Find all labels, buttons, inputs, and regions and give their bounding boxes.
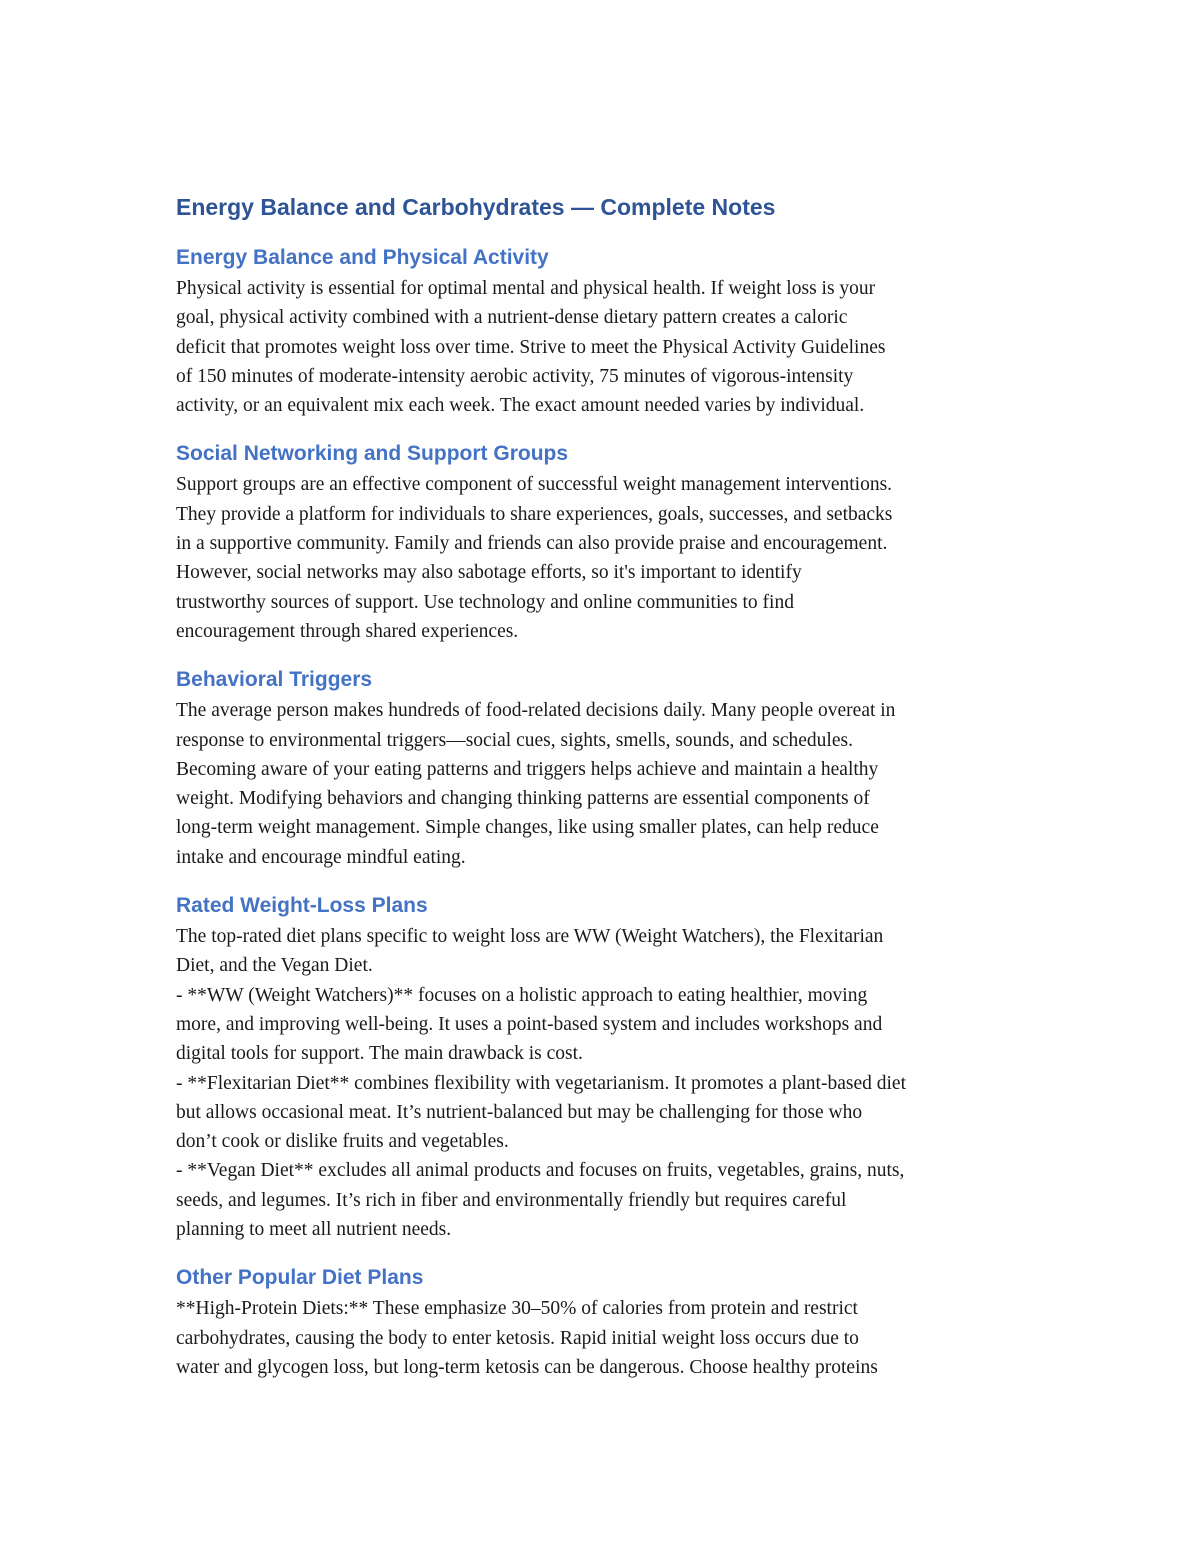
section-block — [176, 892, 1036, 1244]
paragraph-line: Support groups are an effective component of successful weight management interventions. — [176, 474, 893, 496]
paragraph-line: deficit that promotes weight loss over time. Strive to meet the Physical Activity Guidelines — [176, 336, 886, 358]
section-heading: Behavioral Triggers — [176, 668, 373, 692]
paragraph-line: **High-Protein Diets:** These emphasize 30–50% of calories from protein and restrict — [176, 1298, 858, 1320]
paragraph-line: don’t cook or dislike fruits and vegetables. — [176, 1131, 509, 1153]
section-paragraph — [176, 696, 1036, 872]
section-block — [176, 666, 1036, 872]
section-block — [176, 440, 1036, 646]
document-content — [176, 188, 1036, 1382]
paragraph-line: water and glycogen loss, but long-term ketosis can be dangerous. Choose healthy proteins — [176, 1356, 878, 1378]
section-block — [176, 1264, 1036, 1382]
paragraph-line: The top-rated diet plans specific to weight loss are WW (Weight Watchers), the Flexitarian — [176, 926, 884, 948]
section-paragraph — [176, 274, 1036, 420]
paragraph-line: trustworthy sources of support. Use technology and online communities to find — [176, 591, 794, 613]
paragraph-line: Diet, and the Vegan Diet. — [176, 955, 373, 977]
paragraph-line: activity, or an equivalent mix each week. The exact amount needed varies by individual. — [176, 395, 865, 417]
paragraph-line: of 150 minutes of moderate-intensity aerobic activity, 75 minutes of vigorous-intensity — [176, 365, 854, 387]
paragraph-line: Becoming aware of your eating patterns and triggers helps achieve and maintain a healthy — [176, 758, 879, 780]
section-heading: Social Networking and Support Groups — [176, 442, 569, 466]
paragraph-line: - **Flexitarian Diet** combines flexibility with vegetarianism. It promotes a plant-based diet — [176, 1072, 906, 1094]
paragraph-line: goal, physical activity combined with a nutrient-dense dietary pattern creates a caloric — [176, 307, 848, 329]
paragraph-line: They provide a platform for individuals to share experiences, goals, successes, and setbacks — [176, 503, 893, 525]
paragraph-line: planning to meet all nutrient needs. — [176, 1219, 452, 1241]
paragraph-line: more, and improving well-being. It uses a point-based system and includes workshops and — [176, 1013, 883, 1035]
section-heading: Energy Balance and Physical Activity — [176, 246, 549, 269]
section-paragraph — [176, 470, 1036, 646]
paragraph-line: carbohydrates, causing the body to enter ketosis. Rapid initial weight loss occurs due to — [176, 1327, 859, 1349]
paragraph-line: response to environmental triggers—social cues, sights, smells, sounds, and schedules. — [176, 729, 853, 751]
paragraph-line: seeds, and legumes. It’s rich in fiber and environmentally friendly but requires careful — [176, 1189, 847, 1211]
paragraph-line: but allows occasional meat. It’s nutrient-balanced but may be challenging for those who — [176, 1101, 863, 1123]
paragraph-line: encouragement through shared experiences. — [176, 620, 519, 642]
paragraph-line: long-term weight management. Simple changes, like using smaller plates, can help reduce — [176, 817, 879, 839]
paragraph-line: intake and encourage mindful eating. — [176, 846, 466, 868]
sections-container — [176, 244, 1036, 1382]
section-heading: Other Popular Diet Plans — [176, 1266, 424, 1290]
paragraph-line: - **WW (Weight Watchers)** focuses on a holistic approach to eating healthier, moving — [176, 984, 868, 1006]
section-block — [176, 244, 1036, 420]
paragraph-line: However, social networks may also sabotage efforts, so it's important to identify — [176, 562, 802, 584]
section-paragraph — [176, 922, 1036, 1244]
document-title: Energy Balance and Carbohydrates — Complete Notes — [176, 194, 776, 220]
paragraph-line: Physical activity is essential for optimal mental and physical health. If weight loss is your — [176, 278, 876, 299]
paragraph-line: digital tools for support. The main drawback is cost. — [176, 1043, 583, 1065]
paragraph-line: in a supportive community. Family and friends can also provide praise and encouragement. — [176, 533, 888, 555]
section-paragraph — [176, 1294, 1036, 1382]
paragraph-line: weight. Modifying behaviors and changing thinking patterns are essential components of — [176, 788, 870, 810]
paragraph-line: - **Vegan Diet** excludes all animal products and focuses on fruits, vegetables, grains, nuts, — [176, 1160, 905, 1182]
section-heading: Rated Weight-Loss Plans — [176, 894, 428, 918]
paragraph-line: The average person makes hundreds of food-related decisions daily. Many people overeat in — [176, 700, 896, 722]
